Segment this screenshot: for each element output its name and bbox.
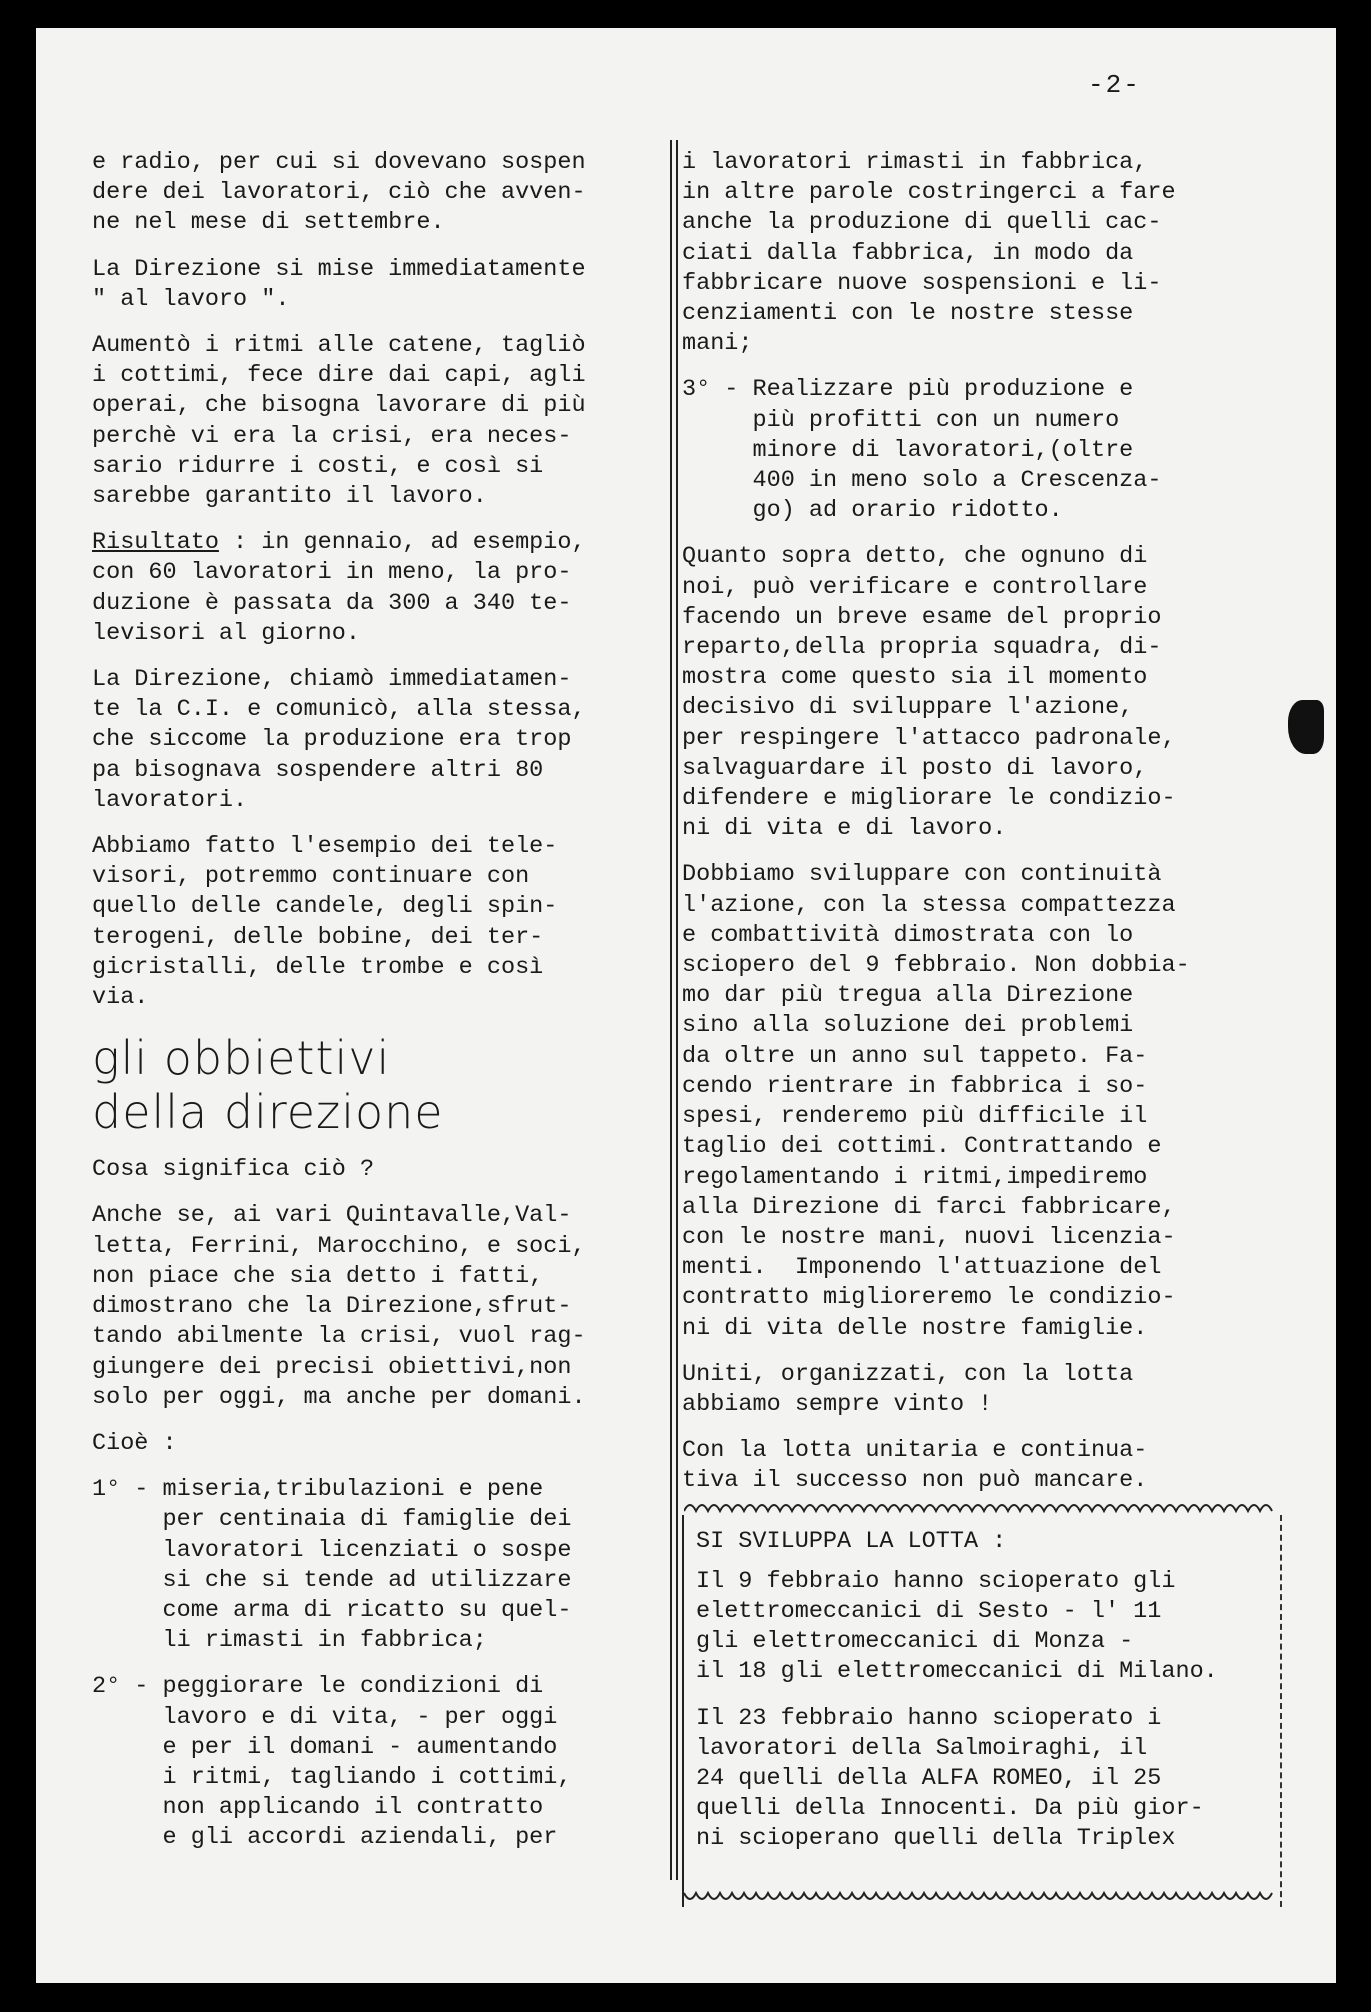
paragraph-lead-rest: : in gennaio, ad esempio, (218, 529, 586, 557)
paragraph-quanto (682, 542, 1282, 844)
text-line: solo per oggi, ma anche per domani. (92, 1383, 586, 1411)
text-line: non applicando il contratto (92, 1794, 544, 1822)
text-line: cenziamenti con le nostre stesse (682, 300, 1134, 328)
page-number: -2- (1088, 70, 1141, 100)
text-line: Uniti, organizzati, con la lotta (682, 1360, 1134, 1388)
text-line: te la C.I. e comunicò, alla stessa, (92, 696, 586, 724)
text-line: Il 23 febbraio hanno scioperato i (696, 1704, 1162, 1732)
text-line: quelli della Innocenti. Da più gior- (696, 1795, 1204, 1823)
text-line: mo dar più tregua alla Direzione (682, 982, 1134, 1010)
text-line: tiva il successo non può mancare. (682, 1467, 1148, 1495)
left-column (92, 148, 667, 1870)
heading-line: della direzione (92, 1085, 444, 1140)
text-line: fabbricare nuove sospensioni e li- (682, 269, 1162, 297)
paragraph-punto2 (92, 1672, 667, 1853)
paragraph-uniti (682, 1360, 1282, 1420)
paragraph-aumento (92, 331, 667, 512)
text-line: " al lavoro ". (92, 285, 290, 313)
text-line: tando abilmente la crisi, vuol rag- (92, 1323, 586, 1351)
text-line: pa bisognava sospendere altri 80 (92, 756, 544, 784)
heading-line: gli obbiettivi (92, 1031, 391, 1086)
text-line: menti. Imponendo l'attuazione del (682, 1254, 1162, 1282)
section-heading (92, 1031, 667, 1139)
text-line: gli elettromeccanici di Monza - (696, 1628, 1134, 1656)
ink-smudge (1288, 700, 1324, 754)
text-line: da oltre un anno sul tappeto. Fa- (682, 1042, 1148, 1070)
text-line: li rimasti in fabbrica; (92, 1627, 487, 1655)
text-line: cendo rientrare in fabbrica i so- (682, 1072, 1148, 1100)
text-line: operai, che bisogna lavorare di più (92, 392, 586, 420)
text-line: Il 9 febbraio hanno scioperato gli (696, 1567, 1176, 1595)
text-line: perchè vi era la crisi, era neces- (92, 422, 572, 450)
text-line: La Direzione, chiamò immediatamen- (92, 666, 572, 694)
column-divider (676, 140, 678, 1880)
text-line: Dobbiamo sviluppare con continuità (682, 861, 1162, 889)
column-divider (670, 140, 672, 1880)
text-line: visori, potremmo continuare con (92, 863, 530, 891)
text-line: per centinaia di famiglie dei (92, 1506, 572, 1534)
text-line: gicristalli, delle trombe e così (92, 953, 544, 981)
text-line: levisori al giorno. (92, 619, 360, 647)
box-scribble-border (684, 1887, 1280, 1907)
text-line (92, 528, 667, 558)
text-line: letta, Ferrini, Marocchino, e soci, (92, 1232, 586, 1260)
text-line: per respingere l'attacco padronale, (682, 724, 1176, 752)
text-line: mostra come questo sia il momento (682, 664, 1148, 692)
paragraph-dobbiamo (682, 860, 1282, 1343)
paragraph-punto3 (682, 375, 1282, 526)
text-line: 3° - Realizzare più produzione e (682, 376, 1134, 404)
text-line: i cottimi, fece dire dai capi, agli (92, 362, 586, 390)
text-line: anche la produzione di quelli cac- (682, 209, 1162, 237)
text-line: ni di vita e di lavoro. (682, 815, 1007, 843)
text-line: dere dei lavoratori, ciò che avven- (92, 179, 586, 207)
paragraph-lead: Risultato (92, 529, 219, 557)
text-line: i ritmi, tagliando i cottimi, (92, 1763, 572, 1791)
box-scribble-border (684, 1497, 1280, 1517)
left-text-blocks-after (92, 1155, 667, 1853)
text-line: in altre parole costringerci a fare (682, 179, 1176, 207)
right-column (682, 148, 1282, 1907)
text-line: via. (92, 984, 149, 1012)
text-line: e radio, per cui si dovevano sospen (92, 149, 586, 176)
paragraph-box2 (696, 1704, 1268, 1855)
text-line: alla Direzione di farci fabbricare, (682, 1193, 1176, 1221)
left-text-blocks (92, 148, 667, 1013)
text-line: go) ad orario ridotto. (682, 497, 1063, 525)
text-line: elettromeccanici di Sesto - l' 11 (696, 1597, 1162, 1625)
text-line: Abbiamo fatto l'esempio dei tele- (92, 833, 558, 861)
box-title: SI SVILUPPA LA LOTTA : (696, 1527, 1007, 1555)
paragraph-esempio (92, 832, 667, 1013)
text-line: duzione è passata da 300 a 340 te- (92, 589, 572, 617)
text-line: Con la lotta unitaria e continua- (682, 1437, 1148, 1465)
text-line: regolamentando i ritmi,impediremo (682, 1163, 1148, 1191)
text-line: come arma di ricatto su quel- (92, 1596, 572, 1624)
paragraph-cosa (92, 1155, 667, 1185)
text-line: decisivo di sviluppare l'azione, (682, 694, 1134, 722)
paragraph-punto1 (92, 1475, 667, 1656)
text-line: 2° - peggiorare le condizioni di (92, 1673, 544, 1701)
text-line: con 60 lavoratori in meno, la pro- (92, 559, 572, 587)
text-line: Quanto sopra detto, che ognuno di (682, 543, 1148, 571)
news-box (682, 1515, 1282, 1907)
text-line: che siccome la produzione era trop (92, 726, 572, 754)
text-line: ciati dalla fabbrica, in modo da (682, 239, 1134, 267)
text-line: Anche se, ai vari Quintavalle,Val- (92, 1202, 572, 1230)
text-line: Aumentò i ritmi alle catene, tagliò (92, 332, 586, 360)
paragraph-box1 (696, 1567, 1268, 1688)
text-line: difendere e migliorare le condizio- (682, 785, 1176, 813)
text-line: giungere dei precisi obiettivi,non (92, 1353, 572, 1381)
text-line: lavoratori licenziati o sospe (92, 1536, 572, 1564)
text-line: sino alla soluzione dei problemi (682, 1012, 1134, 1040)
text-line: lavoratori. (92, 786, 248, 814)
paragraph-direzione (92, 255, 667, 315)
text-line: ni di vita delle nostre famiglie. (682, 1314, 1148, 1342)
text-line: si che si tende ad utilizzare (92, 1566, 572, 1594)
text-line: taglio dei cottimi. Contrattando e (682, 1133, 1162, 1161)
text-line: e per il domani - aumentando (92, 1733, 558, 1761)
paragraph-chiamo (92, 665, 667, 816)
paragraph-rimasti (682, 148, 1282, 359)
text-line: i lavoratori rimasti in fabbrica, (682, 149, 1148, 176)
text-line: con le nostre mani, nuovi licenzia- (682, 1223, 1176, 1251)
text-line: e gli accordi aziendali, per (92, 1824, 558, 1852)
paragraph-cioe (92, 1429, 667, 1459)
text-line: l'azione, con la stessa compattezza (682, 891, 1176, 919)
text-line: dimostrano che la Direzione,sfrut- (92, 1293, 572, 1321)
text-line: minore di lavoratori,(oltre (682, 436, 1134, 464)
text-line: e combattività dimostrata con lo (682, 921, 1134, 949)
text-line: sarebbe garantito il lavoro. (92, 483, 487, 511)
text-line: ni scioperano quelli della Triplex (696, 1825, 1176, 1853)
paragraph-anche (92, 1201, 667, 1412)
text-line: ne nel mese di settembre. (92, 209, 445, 237)
text-line: spesi, renderemo più difficile il (682, 1103, 1148, 1131)
text-line: 1° - miseria,tribulazioni e pene (92, 1476, 544, 1504)
text-line: sario ridurre i costi, e così si (92, 452, 544, 480)
text-line: lavoro e di vita, - per oggi (92, 1703, 558, 1731)
text-line: Cioè : (92, 1429, 177, 1457)
text-line: abbiamo sempre vinto ! (682, 1390, 993, 1418)
text-line: reparto,della propria squadra, di- (682, 634, 1162, 662)
text-line: La Direzione si mise immediatamente (92, 255, 586, 283)
text-line: quello delle candele, degli spin- (92, 893, 558, 921)
text-line: Cosa significa ciò ? (92, 1156, 375, 1184)
text-line: salvaguardare il posto di lavoro, (682, 754, 1148, 782)
text-line: il 18 gli elettromeccanici di Milano. (696, 1658, 1218, 1686)
text-line: mani; (682, 330, 753, 358)
text-line: contratto miglioreremo le condizio- (682, 1284, 1176, 1312)
paragraph-con_la_lotta (682, 1436, 1282, 1496)
text-line: noi, può verificare e controllare (682, 573, 1148, 601)
paragraph-intro (92, 148, 667, 239)
text-line: terogeni, delle bobine, dei ter- (92, 923, 544, 951)
text-line: non piace che sia detto i fatti, (92, 1262, 544, 1290)
text-line: sciopero del 9 febbraio. Non dobbia- (682, 952, 1190, 980)
paragraph-risultato (92, 528, 667, 649)
box-paragraphs (696, 1567, 1268, 1855)
text-line: lavoratori della Salmoiraghi, il (696, 1734, 1148, 1762)
text-line: facendo un breve esame del proprio (682, 603, 1162, 631)
text-line: più profitti con un numero (682, 406, 1120, 434)
text-line: 400 in meno solo a Crescenza- (682, 467, 1162, 495)
text-line: 24 quelli della ALFA ROMEO, il 25 (696, 1764, 1162, 1792)
right-text-blocks (682, 148, 1282, 1497)
